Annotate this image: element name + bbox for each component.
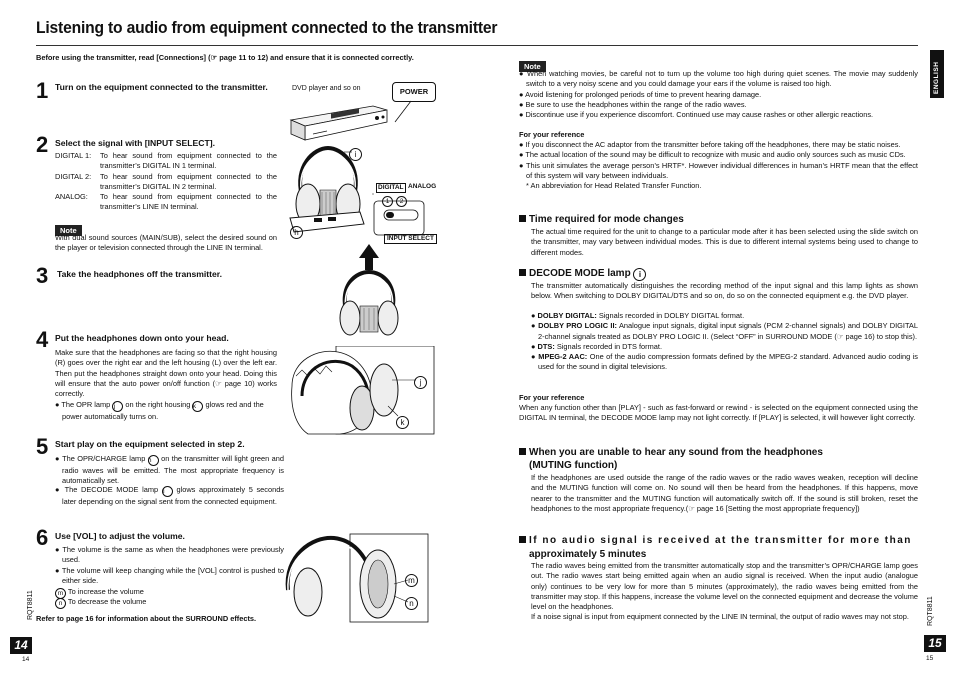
fig2-circle-i-icon: i <box>349 148 362 161</box>
title-rule <box>36 45 918 46</box>
right-notes-list <box>519 69 918 120</box>
fig2-analog-label: ANALOG <box>408 183 437 190</box>
list-item: ● Discontinue use if you experience discomfort. Continued use may cause rashes or other allergic reactions. <box>519 110 874 120</box>
list-item: ● DOLBY PRO LOGIC II: Analogue input signals, digital input signals (PCM 2-channel signals) and DOLBY DIGITAL 2-channel signals treated as DOLBY PRO LOGIC II. (Select “OFF” in SURROUND MODE (☞ page 16) to stop this). <box>531 321 918 341</box>
fig1-dvd-label: DVD player and so on <box>292 85 361 92</box>
list-item: DIGITAL 1: To hear sound from equipment connected to the transmitter’s DIGITAL IN 1 terminal. <box>55 151 277 171</box>
circle-h-icon: h <box>148 455 159 466</box>
circle-k-icon: k <box>192 401 203 412</box>
reference-list-1 <box>519 140 918 191</box>
fig2-digital-label: DIGITAL <box>378 184 404 191</box>
step-4-heading: Put the headphones down onto your head. <box>55 333 229 343</box>
step-4-number: 4 <box>36 327 49 352</box>
time-section-heading: Time required for mode changes <box>519 213 684 226</box>
circle-i-icon: i <box>633 268 646 281</box>
step-6-bullet-1: ● The volume is the same as when the headphones were previously used. <box>55 545 284 565</box>
fig4-circle-k-icon: k <box>396 416 409 429</box>
list-item: ● DTS: Signals recorded in DTS format. <box>531 341 662 351</box>
list-item: ● MPEG-2 AAC: One of the audio compression formats defined by the MPEG-2 standard. Advanced audio coding is used for the sound in digital televisions. <box>531 352 918 372</box>
square-bullet-icon <box>519 269 526 276</box>
fig4-circle-j-icon: j <box>414 376 427 389</box>
fig2-two-icon: 2 <box>396 196 407 207</box>
fig2-circle-h-icon: h <box>290 226 303 239</box>
step-5-bullet-2: ● The DECODE MODE lamp i glows approximately 5 seconds later depending on the signal sent from the connected equipment. <box>55 485 285 506</box>
right-model-code: RQT8811 <box>927 596 934 626</box>
step-6-number: 6 <box>36 525 49 550</box>
reference-body-2: When any function other than [PLAY] - such as fast-forward or rewind - is selected on the equipment connected using the DIGITAL IN terminal, the DECODE MODE lamp may not light correctly. If [PLAY] is selected, it will however light correctly. <box>519 403 918 423</box>
list-item: DIGITAL 2: To hear sound from equipment connected to the transmitter’s DIGITAL IN 2 terminal. <box>55 171 277 191</box>
list-item: ● The actual location of the sound may be difficult to recognize with music and audio only sources such as music CDs. <box>519 150 906 160</box>
muting-section-body: If the headphones are used outside the range of the radio waves or the radio waves weaken, reception will decline and the MUTING function will come on. No sound will then be heard from the headphones. If this happens, move nearer to the transmitter and the MUTING function will automatically switch off. If the sound is still broken, reset the headphones to the most appropriate frequency.(☞ page 16 [Setting the most appropriate frequency]) <box>531 473 918 513</box>
circle-i-icon: i <box>162 486 173 497</box>
fig6-circle-n-icon: n <box>405 597 418 610</box>
circle-j-icon: j <box>112 401 123 412</box>
step-4-body: Make sure that the headphones are facing so that the right housing (R) goes over the right ear and the left housing (L) over the left ear. Then put the headphones straight down onto your head. Doing this will ensure that the auto power on/off function (☞ page 10) works correctly. <box>55 348 277 399</box>
no-signal-body-2: If a noise signal is input from equipment connected by the LINE IN terminal, the output of radio waves may not stop. <box>531 612 909 621</box>
headphones-on-head-illustration <box>288 346 438 436</box>
square-bullet-icon <box>519 536 526 543</box>
step-6-vol-down: n To decrease the volume <box>55 597 277 609</box>
circle-m-icon: m <box>55 588 66 599</box>
no-signal-section-heading-2: approximately 5 minutes <box>529 549 647 560</box>
circle-n-icon: n <box>55 598 66 609</box>
decode-section-body: The transmitter automatically distinguishes the recording method of the input signal and this lamp lights as shown below. When switching to DOLBY DIGITAL/DTS and so on, do so on the connected equipment e.g. the DVD player. <box>531 281 918 301</box>
step-4-bullet: ● The OPR lamp j on the right housing k glows red and the power automatically turns on. <box>55 400 264 421</box>
list-item: ● If you disconnect the AC adaptor from the transmitter before taking off the headphones, there may be static noises. <box>519 140 901 149</box>
fig2-input-select-label: INPUT SELECT <box>384 234 437 244</box>
right-page-small: 15 <box>926 655 934 662</box>
step-2-heading: Select the signal with [INPUT SELECT]. <box>55 138 215 148</box>
list-item: ● When watching movies, be careful not to turn up the volume too high during quiet scenes. The movie may suddenly switch to a very noisy scene and you could damage your ears if the volume is raised too high. <box>519 69 918 89</box>
step-5-heading: Start play on the equipment selected in step 2. <box>55 439 245 449</box>
english-tab: ENGLISH <box>930 50 944 98</box>
right-note-badge: Note <box>519 56 546 74</box>
right-page-number: 15 <box>924 635 946 652</box>
left-model-code: RQT8811 <box>27 590 34 620</box>
step-2-note-badge: Note <box>55 220 82 238</box>
step-3-heading: Take the headphones off the transmitter. <box>57 269 223 279</box>
list-item: ANALOG: To hear sound from equipment connected to the transmitter’s LINE IN terminal. <box>55 192 277 212</box>
step-2-number: 2 <box>36 132 49 157</box>
square-bullet-icon <box>519 215 526 222</box>
reference-heading-1: For your reference <box>519 130 585 139</box>
fig1-power-button: POWER <box>392 82 436 102</box>
decode-modes-list <box>531 311 918 373</box>
page-title: Listening to audio from equipment connected to the transmitter <box>36 18 498 37</box>
step-6-vol-up: m To increase the volume <box>55 587 277 599</box>
step-2-note: With dual sound sources (MAIN/SUB), select the desired sound on the player or television connected through the LINE IN terminal. <box>55 233 277 253</box>
list-item: ● Avoid listening for prolonged periods of time to prevent hearing damage. <box>519 89 762 99</box>
dvd-player-illustration <box>283 92 443 150</box>
list-item: ● Be sure to use the headphones within the range of the radio waves. <box>519 99 747 109</box>
intro-text: Before using the transmitter, read [Connections] (☞ page 11 to 12) and ensure that it is connected correctly. <box>36 53 414 62</box>
list-item: ● This unit simulates the average person’s HRTF*. However individual differences in human’s HRTF mean that the effect of this system will vary between individuals. <box>519 160 918 180</box>
decode-section-heading: DECODE MODE lamp i <box>519 267 646 281</box>
fig2-one-icon: 1 <box>382 196 393 207</box>
list-item: ● DOLBY DIGITAL: Signals recorded in DOLBY DIGITAL format. <box>531 311 745 320</box>
muting-section-heading: When you are unable to hear any sound from the headphones (MUTING function) <box>519 446 823 472</box>
square-bullet-icon <box>519 448 526 455</box>
hrtf-footnote: * An abbreviation for Head Related Transfer Function. <box>526 181 702 191</box>
step-5-number: 5 <box>36 434 49 459</box>
fig6-circle-m-icon: m <box>405 574 418 587</box>
step-5-bullet-1: ● The OPR/CHARGE lamp h on the transmitter will light green and radio waves will be emitted. The most appropriate frequency is automatically set. <box>55 454 284 486</box>
no-signal-body-1: The radio waves being emitted from the transmitter automatically stop and the transmitter’s OPR/CHARGE lamp goes out. The radio waves start being emitted again when an audio signal is received. When the input audio (analogue only) continues to be very low for more than 5 minutes (approximately), the radio waves being emitted from the transmitter may stop. If this happens, increase the volume level on the connected equipment and decrease the volume level on the headphones. <box>531 561 918 612</box>
step-6-heading: Use [VOL] to adjust the volume. <box>55 531 185 541</box>
headphones-on-transmitter-illustration <box>284 146 444 242</box>
no-signal-section-heading: If no audio signal is received at the transmitter for more than <box>519 534 912 547</box>
reference-heading-2: For your reference <box>519 393 585 402</box>
time-section-body: The actual time required for the unit to change to a particular mode after it has been selected using the slide switch on the transmitter, may vary between individual modes. This is due to different internal systems being used to change to different modes. <box>531 227 918 257</box>
step-2-list <box>55 151 277 213</box>
step-1-heading: Turn on the equipment connected to the transmitter. <box>55 82 268 92</box>
left-page-number: 14 <box>10 637 32 654</box>
step-3-number: 3 <box>36 263 49 288</box>
left-page-small: 14 <box>22 656 30 663</box>
step-6-bullet-2: ● The volume will keep changing while the [VOL] control is pushed to either side. <box>55 566 284 586</box>
step-1-number: 1 <box>36 78 49 103</box>
headphones-lift-illustration <box>336 242 406 338</box>
surround-reference: Refer to page 16 for information about the SURROUND effects. <box>36 614 257 623</box>
